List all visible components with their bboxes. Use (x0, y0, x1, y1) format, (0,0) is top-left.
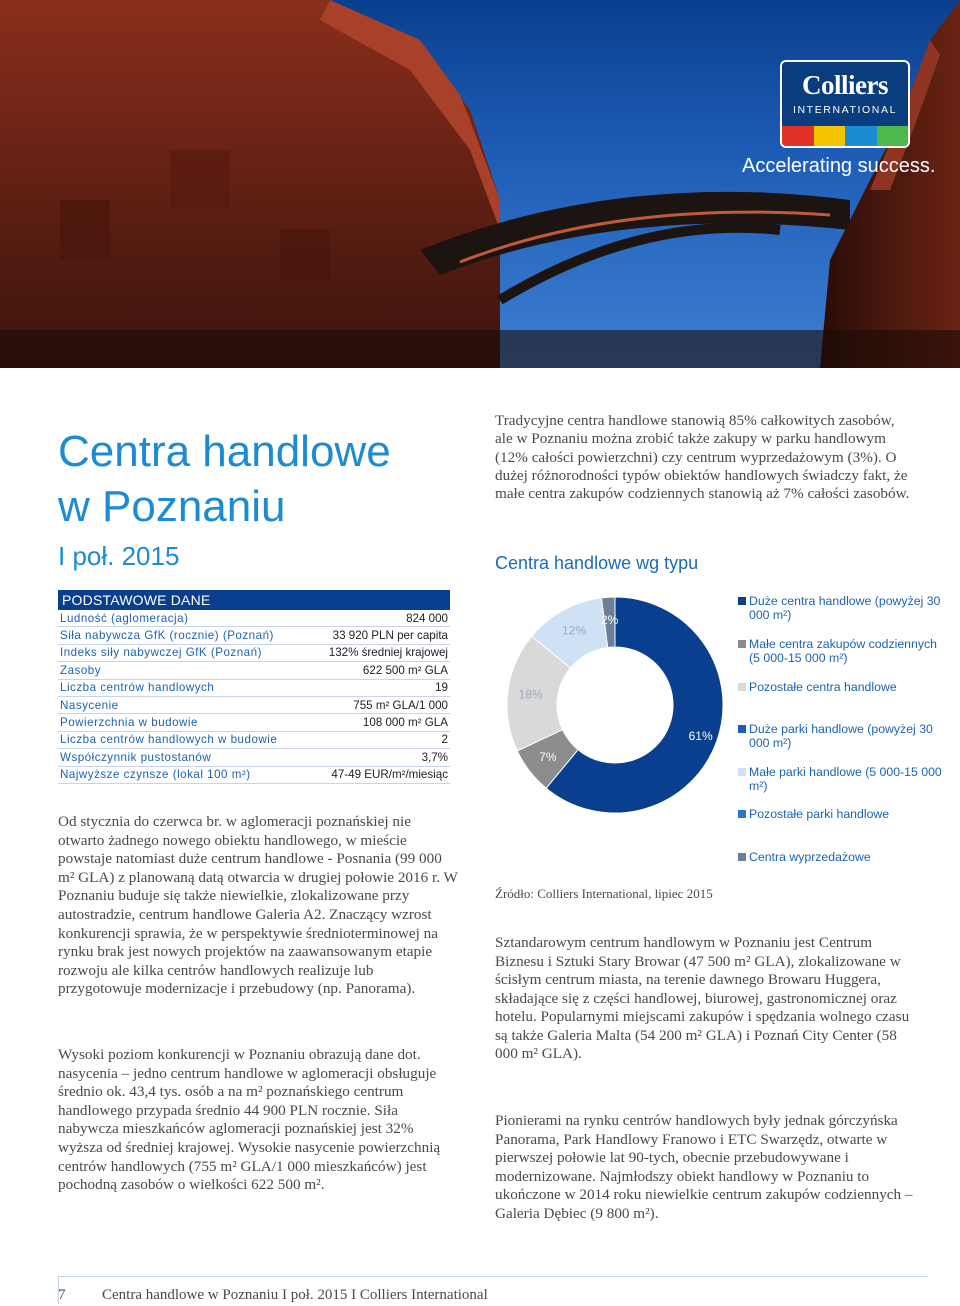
legend-label: Duże parki handlowe (powyżej 30 000 m²) (749, 722, 933, 750)
table-row-label: Nasycenie (60, 698, 119, 712)
table-row-label: Zasoby (60, 663, 102, 677)
legend-item (738, 594, 948, 622)
legend-label: Duże centra handlowe (powyżej 30 000 m²) (749, 594, 941, 622)
legend-swatch (738, 597, 746, 605)
legend-label: Centra wyprzedażowe (749, 850, 871, 864)
table-row-value: 824 000 (406, 611, 448, 625)
legend-item (738, 765, 948, 793)
page-number: 7 (58, 1287, 66, 1303)
table-row-label: Indeks siły nabywczej GfK (Poznań) (60, 646, 262, 660)
table-row-value: 33 920 PLN per capita (332, 629, 448, 643)
legend-item (738, 807, 889, 821)
table-row-value: 19 (435, 681, 448, 695)
right-paragraph-2: Pionierami na rynku centrów handlowych były jednak górczyńska Panorama, Park Handlowy Franowo i ETC Swarzędz, otwarte w pierwszej połowie lat 90-tych, obecnie przebudowywane i modernizowane. Najmłodszy obiekt handlowy w Poznaniu to ukończone w 2014 roku niewielkie centrum zakupów codziennych – Galeria Dębiec (9 800 m²). (495, 1112, 913, 1222)
table-row (58, 714, 450, 731)
donut-chart (500, 590, 730, 820)
slice-label: 61% (688, 728, 713, 743)
legend-swatch (738, 725, 746, 733)
table-row (58, 767, 450, 784)
report-period: I poł. 2015 (58, 541, 180, 571)
table-row (58, 732, 450, 749)
table-row-value: 132% średniej krajowej (328, 646, 448, 660)
left-paragraph-2: Wysoki poziom konkurencji w Poznaniu obrazują dane dot. nasycenia – jedno centrum handlowe w aglomeracji obsługuje średnio ok. 43,4 tys. osób a na m² poznańskiego centrum handlowego przypada średnio 44 900 PLN rocznie. Siła nabywcza mieszkańców aglomeracji poznańskiej jest 32% wyższa od średniej krajowej. Wysokie nasycenie powierzchnią centrów handlowych (755 m² GLA/1 000 mieszkańców) jest pochodną zasobów o wielkości 622 500 m². (58, 1046, 441, 1194)
logo-stripe-yellow (814, 126, 846, 146)
key-data-table (58, 590, 450, 784)
table-row (58, 610, 450, 627)
logo-stripe-red (782, 126, 814, 146)
table-row (58, 627, 450, 644)
table-row-label: Powierzchnia w budowie (60, 716, 198, 730)
legend-item (738, 722, 948, 750)
right-paragraph-1: Sztandarowym centrum handlowym w Poznaniu jest Centrum Biznesu i Sztuki Stary Browar (47 500 m² GLA), zlokalizowane w ścisłym centrum miasta, na terenie dawnego Browaru Huggera, składające się z części handlowej, biurowej, gastronomicznej oraz hotelu. Popularnymi miejscami zakupów i spędzania wolnego czasu są także Galeria Malta (54 200 m² GLA) i Poznań City Center (58 000 m² GLA). (495, 934, 910, 1062)
legend-item (738, 850, 871, 864)
table-row-label: Liczba centrów handlowych w budowie (60, 733, 278, 747)
table-row-value: 755 m² GLA/1 000 (353, 698, 448, 712)
colliers-logo[interactable] (780, 60, 910, 148)
logo-stripe-blue (845, 126, 877, 146)
building-bridge-illustration (0, 0, 960, 368)
table-row-label: Liczba centrów handlowych (60, 681, 215, 695)
legend-swatch (738, 640, 746, 648)
chart-source: Źródło: Colliers International, lipiec 2015 (495, 886, 713, 901)
slice-label: 18% (518, 687, 543, 702)
legend-item (738, 680, 897, 694)
logo-stripe-green (877, 126, 909, 146)
table-row-value: 108 000 m² GLA (362, 716, 448, 730)
table-row-value: 47-49 EUR/m²/miesiąc (331, 768, 448, 782)
legend-label: Pozostałe centra handlowe (749, 680, 897, 694)
table-heading: PODSTAWOWE DANE (58, 590, 450, 610)
table-row (58, 645, 450, 662)
table-rows (58, 610, 450, 784)
legend-swatch (738, 853, 746, 861)
hero-image (0, 0, 960, 368)
tagline: Accelerating success. (742, 155, 936, 177)
footer-divider (58, 1276, 928, 1277)
legend-label: Pozostałe parki handlowe (749, 807, 890, 821)
legend-item (738, 637, 948, 665)
table-row-label: Współczynnik pustostanów (60, 750, 212, 764)
intro-paragraph: Tradycyjne centra handlowe stanowią 85% całkowitych zasobów, ale w Poznaniu można zrobić także zakupy w parku handlowym (12% całości powierzchni) czy centrum wyprzedażowym (3%). O dużej różnorodności typów obiektów handlowych świadczy fakt, że małe centra zakupów codziennych stanowią aż 7% całości zasobów. (495, 412, 910, 503)
slice-label: 2% (600, 613, 619, 628)
slice-label: 7% (539, 750, 557, 765)
logo-subtitle: INTERNATIONAL (792, 104, 898, 116)
table-row-value: 622 500 m² GLA (362, 663, 448, 677)
title-line-1: Centra handlowe (58, 427, 391, 476)
table-row-value: 3,7% (421, 750, 448, 764)
legend-swatch (738, 768, 746, 776)
table-row-value: 2 (441, 733, 448, 747)
table-row (58, 680, 450, 697)
slice-label: 12% (562, 623, 587, 638)
table-row (58, 697, 450, 714)
legend-label: Małe parki handlowe (5 000-15 000 m²) (749, 765, 942, 793)
legend-swatch (738, 683, 746, 691)
legend-label: Małe centra zakupów codziennych (5 000-15 000 m²) (749, 637, 937, 665)
chart-heading: Centra handlowe wg typu (495, 553, 699, 573)
left-paragraph-1: Od stycznia do czerwca br. w aglomeracji poznańskiej nie otwarto żadnego nowego obiektu handlowego, w mieście powstaje natomiast duże centrum handlowe - Posnania (99 000 m² GLA) z planowaną datą otwarcia w drugiej połowie 2016 r. W Poznaniu buduje się także niewielkie, zlokalizowane przy autostradzie, centrum handlowe Galeria A2. Znaczący wzrost konkurencji sprawia, że w perspektywie średnioterminowej na rynku brak jest nowych projektów na zaawansowanym etapie rozwoju ale kilka centrów handlowych realizuje lub przygotowuje modernizacje i przebudowy (np. Panorama). (58, 813, 458, 998)
table-row (58, 749, 450, 766)
table-row-label: Ludność (aglomeracja) (60, 611, 189, 625)
page-title (58, 428, 391, 531)
logo-name: Colliers (802, 70, 888, 100)
legend-swatch (738, 810, 746, 818)
table-row (58, 662, 450, 679)
title-line-2: w Poznaniu (58, 482, 286, 531)
footer-text: Centra handlowe w Poznaniu I poł. 2015 I Colliers International (102, 1287, 488, 1303)
table-row-label: Siła nabywcza GfK (rocznie) (Poznań) (60, 629, 274, 643)
table-row-label: Najwyższe czynsze (lokal 100 m²) (60, 768, 251, 782)
logo-stripes (782, 126, 908, 146)
